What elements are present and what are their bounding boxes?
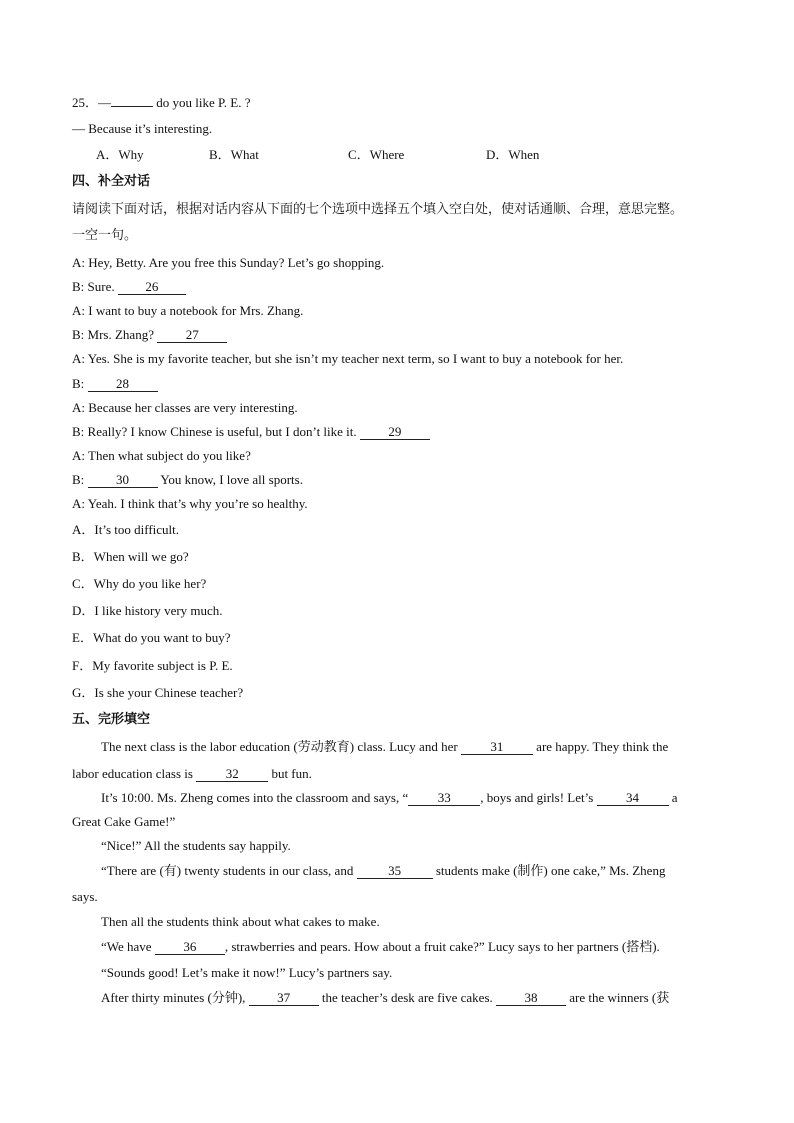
option-a: A．It’s too difficult. (72, 522, 180, 537)
question-25 (72, 94, 251, 112)
section4-instruction-2: 一空一句。 (72, 227, 138, 242)
dialogue-line-8: B: Really? I know Chinese is useful, but I don’t like it. 29 (72, 423, 430, 441)
cloze-line-10: “Sounds good! Let’s make it now!” Lucy’s partners say. (101, 965, 393, 980)
q25-option-c: C．Where (348, 147, 405, 162)
option-c: C．Why do you like her? (72, 576, 207, 591)
dialogue-line-6: B: 28 (72, 375, 158, 393)
option-g: G．Is she your Chinese teacher? (72, 685, 244, 700)
q25-option-d: D．When (486, 147, 540, 162)
q25-suffix: do you like P. E. ? (153, 95, 251, 110)
option-f: F．My favorite subject is P. E. (72, 658, 233, 673)
blank-34: 34 (597, 791, 669, 806)
dialogue-line-5: A: Yes. She is my favorite teacher, but she isn’t my teacher next term, so I want to buy a notebook for her. (72, 351, 624, 366)
section4-instruction-1: 请阅读下面对话，根据对话内容从下面的七个选项中选择五个填入空白处，使对话通顺、合理，意思完整。 (72, 201, 684, 216)
blank-27: 27 (157, 328, 227, 343)
cloze-line-5: “Nice!” All the students say happily. (101, 838, 291, 853)
blank-32: 32 (196, 767, 268, 782)
blank-28: 28 (88, 377, 158, 392)
blank-38: 38 (496, 991, 566, 1006)
q25-option-a: A．Why (96, 147, 144, 162)
dialogue-line-10: B: 30 You know, I love all sports. (72, 472, 303, 487)
blank-37: 37 (249, 991, 319, 1006)
option-e: E．What do you want to buy? (72, 630, 231, 645)
q25-reply: — Because it’s interesting. (72, 121, 213, 136)
cloze-line-1: The next class is the labor education (劳动教育) class. Lucy and her 31 are happy. They think the (101, 739, 669, 754)
q25-option-b: B．What (209, 147, 259, 162)
blank-26: 26 (118, 280, 186, 295)
dialogue-line-4: B: Mrs. Zhang? 27 (72, 326, 227, 344)
dialogue-line-9: A: Then what subject do you like? (72, 448, 251, 463)
q25-options (96, 146, 539, 164)
dialogue-line-7: A: Because her classes are very interesting. (72, 400, 298, 415)
blank-31: 31 (461, 740, 533, 755)
option-d: D．I like history very much. (72, 603, 223, 618)
dialogue-line-1: A: Hey, Betty. Are you free this Sunday? Let’s go shopping. (72, 255, 385, 270)
blank-29: 29 (360, 425, 430, 440)
cloze-line-9: “We have 36 , strawberries and pears. How about a fruit cake?” Lucy says to her partners (搭档). (101, 939, 660, 954)
option-b: B．When will we go? (72, 549, 189, 564)
q25-blank (111, 106, 153, 107)
blank-30: 30 (88, 473, 158, 488)
cloze-line-2: labor education class is 32 but fun. (72, 766, 312, 781)
cloze-line-6: “There are (有) twenty students in our class, and 35 students make (制作) one cake,” Ms. Zheng (101, 863, 666, 878)
cloze-line-11: After thirty minutes (分钟), 37 the teacher’s desk are five cakes. 38 are the winners (获 (101, 990, 670, 1005)
dialogue-line-2: B: Sure. 26 (72, 278, 186, 296)
q25-prefix: 25．— (72, 95, 112, 110)
section4-title: 四、补全对话 (72, 173, 151, 188)
cloze-line-8: Then all the students think about what cakes to make. (101, 914, 380, 929)
section5-title: 五、完形填空 (72, 711, 151, 726)
blank-35: 35 (357, 864, 433, 879)
dialogue-line-11: A: Yeah. I think that’s why you’re so healthy. (72, 496, 308, 511)
dialogue-line-3: A: I want to buy a notebook for Mrs. Zhang. (72, 303, 304, 318)
cloze-line-7: says. (72, 889, 98, 904)
cloze-line-3: It’s 10:00. Ms. Zheng comes into the classroom and says, “ 33 , boys and girls! Let’s 34 a (101, 790, 678, 805)
cloze-line-4: Great Cake Game!” (72, 814, 176, 829)
blank-36: 36 (155, 940, 225, 955)
blank-33: 33 (408, 791, 480, 806)
